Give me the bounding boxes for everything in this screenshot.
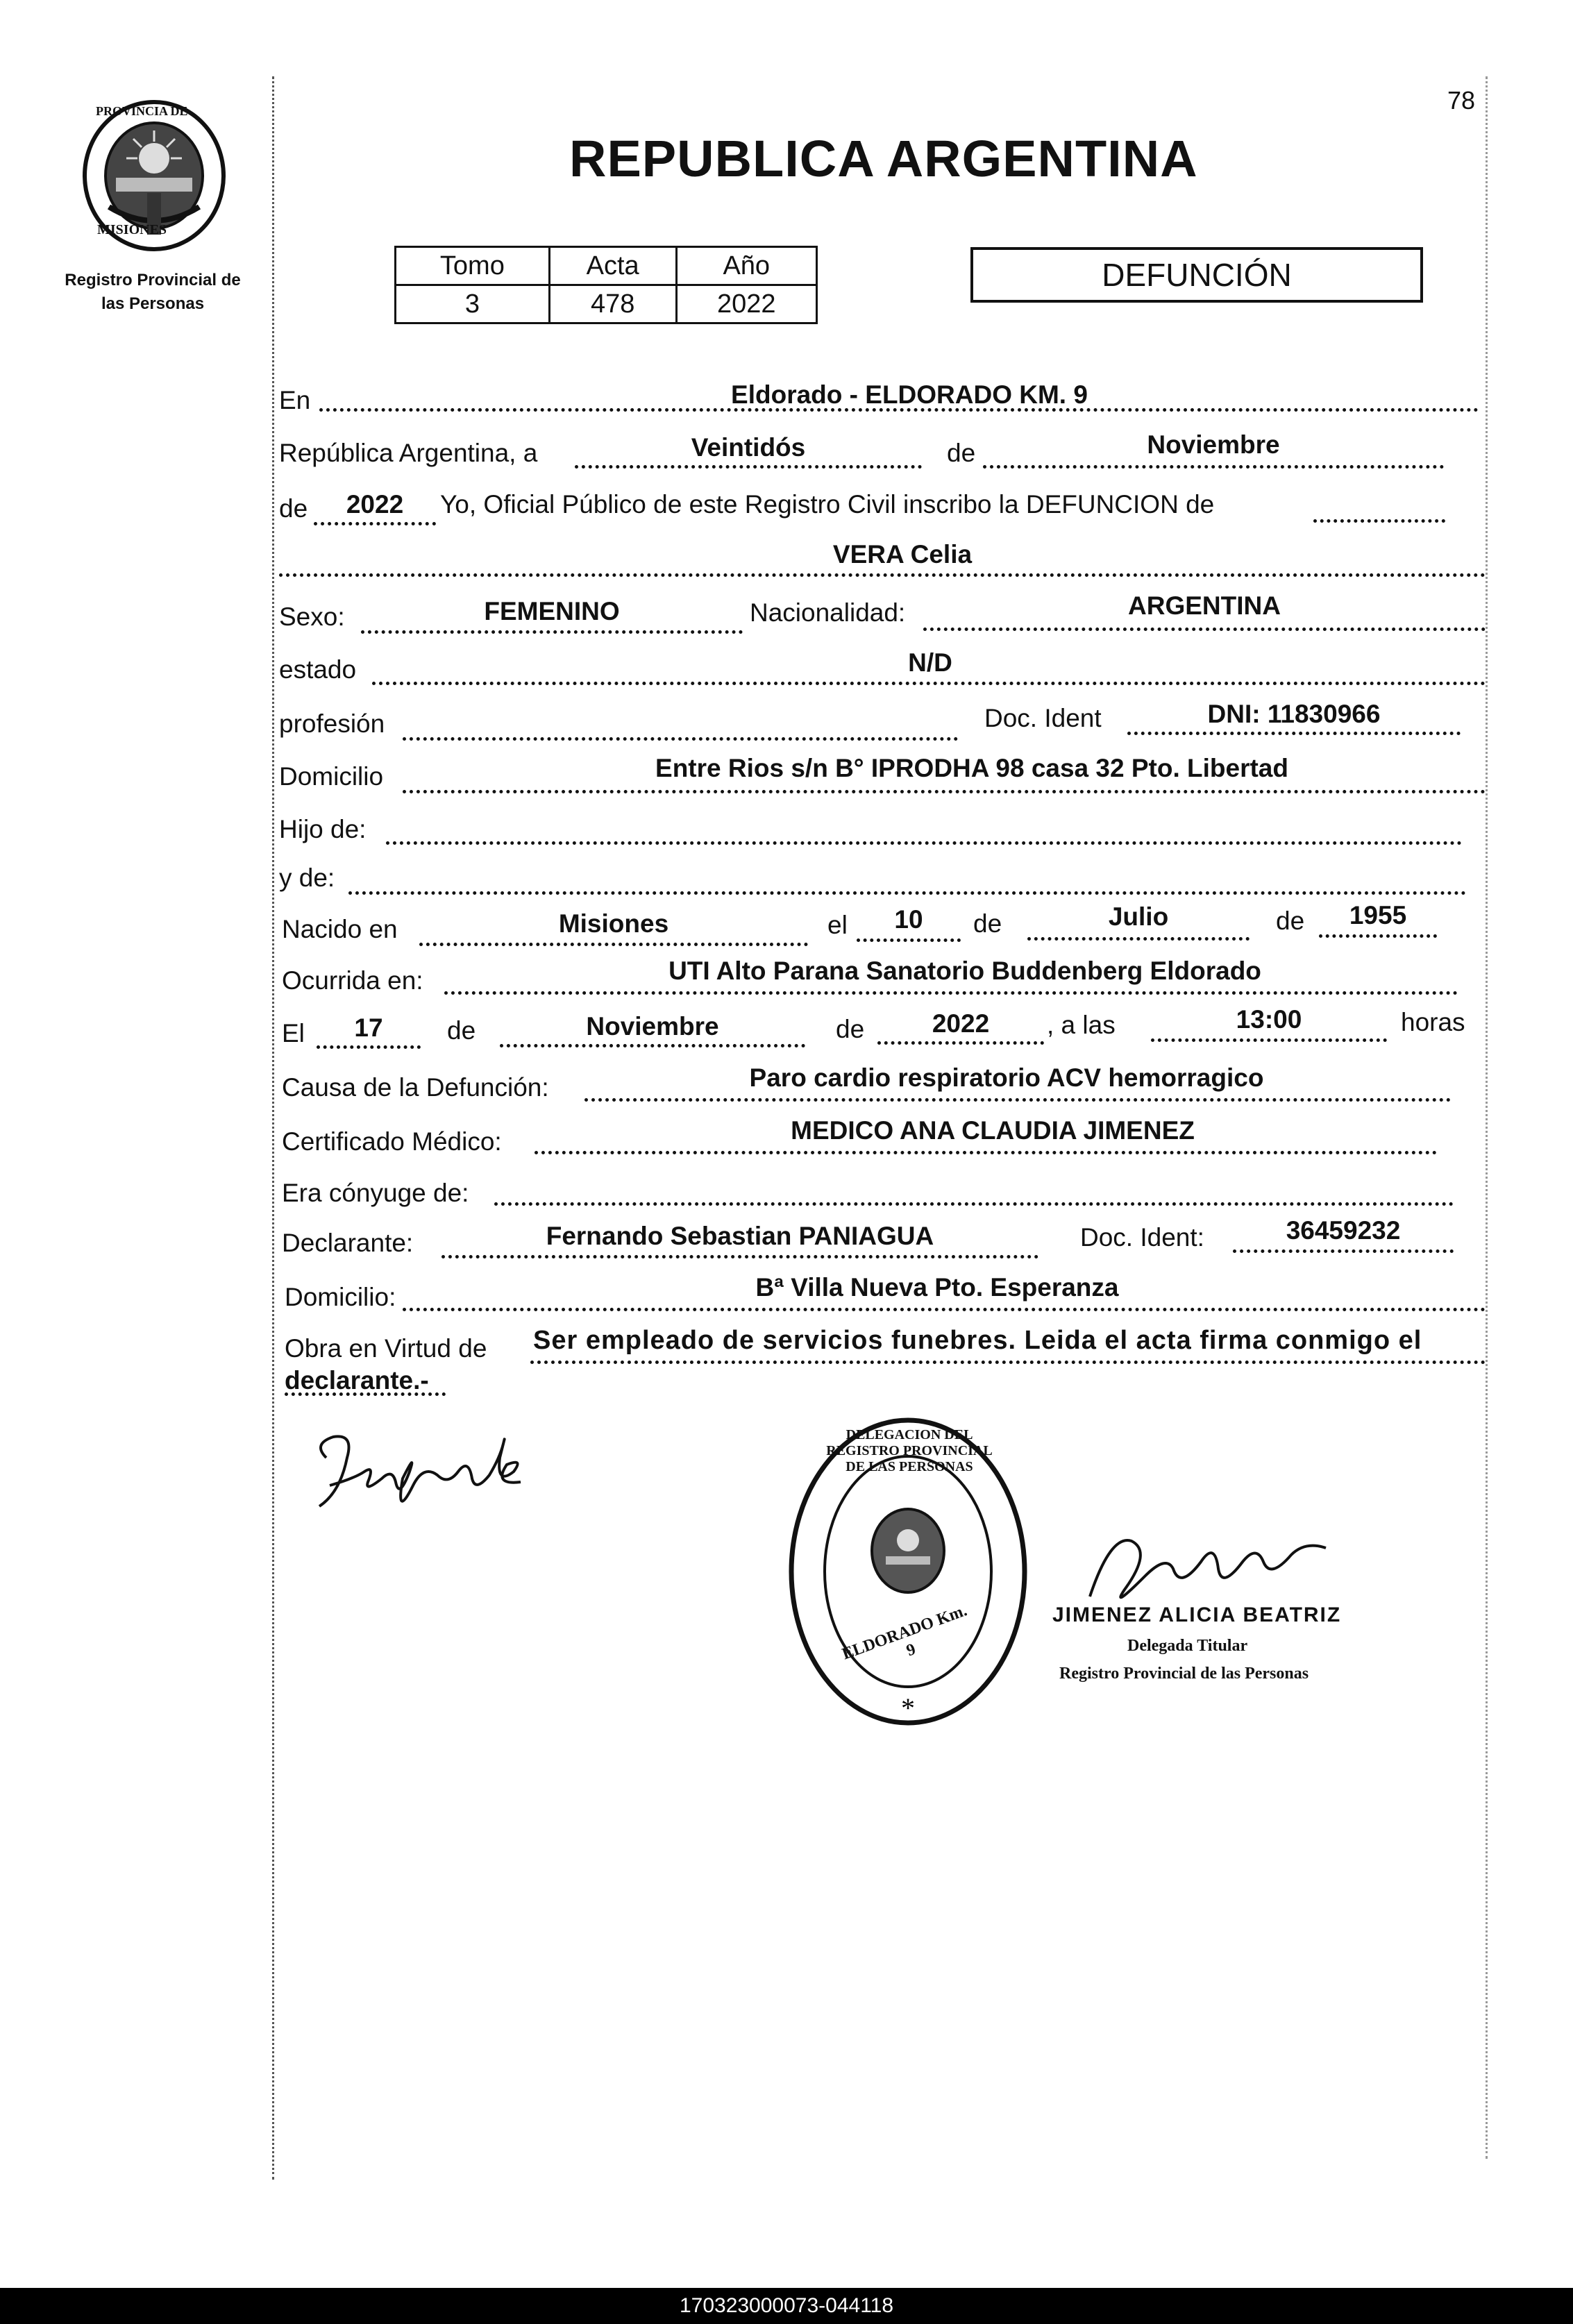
nacido-line (419, 943, 808, 946)
de-label-6: de (836, 1015, 865, 1043)
conyuge-label: Era cónyuge de: (282, 1179, 469, 1207)
sexo-value: FEMENINO (484, 597, 620, 625)
sexo-line (361, 630, 743, 634)
svg-text:*: * (901, 1692, 915, 1724)
month-text: Noviembre (1147, 430, 1280, 459)
death-year: 2022 (932, 1009, 990, 1038)
birth-year-line (1319, 934, 1437, 938)
yo-line (1313, 519, 1445, 523)
birth-day-line (857, 938, 961, 942)
doc-ident2-value: 36459232 (1286, 1216, 1401, 1245)
en-value: Eldorado - ELDORADO KM. 9 (731, 380, 1088, 409)
header-acta: Acta (549, 247, 676, 285)
doc-ident-label: Doc. Ident (984, 704, 1102, 732)
declarante-line (441, 1255, 1038, 1258)
nacionalidad-line (923, 628, 1486, 631)
official-signature-icon (1069, 1513, 1333, 1617)
en-label: En (279, 386, 311, 414)
hijo-label: Hijo de: (279, 815, 367, 843)
birth-month-line (1027, 937, 1250, 941)
birth-month: Julio (1108, 902, 1169, 931)
de-label-4: de (1276, 907, 1305, 935)
reference-table (394, 246, 818, 324)
obra-line (530, 1361, 1486, 1364)
certificado-value: MEDICO ANA CLAUDIA JIMENEZ (791, 1116, 1195, 1145)
ocurrida-value: UTI Alto Parana Sanatorio Buddenberg Eldorado (668, 957, 1261, 985)
nacionalidad-label: Nacionalidad: (750, 598, 906, 627)
declarant-signature-icon (298, 1416, 535, 1534)
seal-text-bottom: MISIONES (97, 222, 167, 237)
profesion-label: profesión (279, 709, 385, 738)
page-title: REPUBLICA ARGENTINA (569, 130, 1198, 187)
certificado-line (535, 1151, 1437, 1154)
header-tomo: Tomo (396, 247, 550, 285)
horas-label: horas (1401, 1008, 1465, 1036)
de-label-3: de (973, 909, 1002, 938)
domicilio-line (403, 790, 1486, 793)
doc-ident-line (1127, 732, 1461, 735)
nacionalidad-value: ARGENTINA (1128, 591, 1281, 620)
stamp-inner-text: ELDORADO Km. 9 (839, 1601, 970, 1664)
domicilio2-label: Domicilio: (285, 1283, 396, 1311)
domicilio-value: Entre Rios s/n B° IPRODHA 98 casa 32 Pto. Libertad (655, 754, 1288, 782)
estado-line (372, 682, 1486, 685)
day-text: Veintidós (691, 433, 806, 462)
death-year-line (877, 1041, 1044, 1045)
official-office: Registro Provincial de las Personas (1059, 1665, 1309, 1683)
month-line (983, 465, 1444, 469)
page-number: 78 (1447, 86, 1476, 115)
value-tomo: 3 (396, 285, 550, 323)
stamp-ring-text: DELEGACION DEL REGISTRO PROVINCIAL DE LAS PERSONAS (826, 1427, 993, 1474)
de-label-5: de (447, 1016, 476, 1045)
estado-label: estado (279, 655, 357, 684)
hijo-line (386, 841, 1462, 845)
certificado-label: Certificado Médico: (282, 1127, 502, 1156)
doc-ident2-label: Doc. Ident: (1080, 1223, 1204, 1252)
value-acta: 478 (549, 285, 676, 323)
yde-label: y de: (279, 864, 335, 892)
yde-line (348, 891, 1466, 895)
registry-label-line2: las Personas (101, 294, 205, 313)
yo-text: Yo, Oficial Público de este Registro Civil inscribo la DEFUNCION de (440, 490, 1215, 519)
nacido-value: Misiones (558, 909, 669, 938)
death-month-line (500, 1044, 805, 1047)
el2-label: El (282, 1019, 305, 1047)
birth-year: 1955 (1349, 901, 1407, 929)
name-line (279, 573, 1486, 577)
footer-code: 170323000073-044118 (0, 2288, 1573, 2324)
domicilio-label: Domicilio (279, 762, 384, 791)
declarante-value: Fernando Sebastian PANIAGUA (546, 1222, 934, 1250)
republica-label: República Argentina, a (279, 439, 538, 467)
obra-value: Ser empleado de servicios funebres. Leida el acta firma conmigo el (533, 1326, 1422, 1355)
doc-ident-value: DNI: 11830966 (1207, 700, 1381, 728)
declarante-label: Declarante: (282, 1229, 414, 1257)
birth-day: 10 (894, 905, 923, 934)
header-anio: Año (676, 247, 816, 285)
domicilio2-line (403, 1308, 1486, 1311)
causa-label: Causa de la Defunción: (282, 1073, 549, 1102)
death-day-line (317, 1045, 421, 1049)
registry-label-line1: Registro Provincial de (65, 271, 241, 289)
official-name: JIMENEZ ALICIA BEATRIZ (1052, 1603, 1342, 1626)
de-label-1: de (947, 439, 976, 467)
official-role: Delegada Titular (1127, 1637, 1248, 1655)
ocurrida-line (444, 991, 1458, 995)
death-time-line (1151, 1038, 1387, 1042)
profesion-line (403, 737, 958, 741)
estado-value: N/D (908, 648, 952, 677)
value-anio: 2022 (676, 285, 816, 323)
ocurrida-label: Ocurrida en: (282, 966, 423, 995)
domicilio2-value: Bª Villa Nueva Pto. Esperanza (755, 1273, 1119, 1302)
el-label: el (827, 911, 848, 939)
document-type-box: DEFUNCIÓN (970, 247, 1423, 303)
alas-label: , a las (1047, 1011, 1116, 1039)
de-label-2: de (279, 494, 308, 523)
death-time: 13:00 (1236, 1005, 1302, 1034)
conyuge-line (494, 1202, 1454, 1206)
death-day: 17 (354, 1013, 383, 1042)
doc-ident2-line (1233, 1249, 1454, 1253)
causa-line (584, 1098, 1451, 1102)
margin-line (272, 76, 274, 2180)
year-line (314, 522, 436, 525)
day-line (575, 465, 922, 469)
obra-label: Obra en Virtud de (285, 1334, 487, 1363)
obra-value-2: declarante.- (285, 1366, 429, 1395)
causa-value: Paro cardio respiratorio ACV hemorragico (749, 1063, 1264, 1092)
nacido-label: Nacido en (282, 915, 398, 943)
sexo-label: Sexo: (279, 603, 345, 631)
year-value: 2022 (346, 490, 404, 519)
deceased-name: VERA Celia (832, 540, 973, 569)
death-month: Noviembre (586, 1012, 719, 1041)
seal-text-top: PROVINCIA DE (96, 104, 188, 118)
right-margin-line (1486, 76, 1488, 2159)
